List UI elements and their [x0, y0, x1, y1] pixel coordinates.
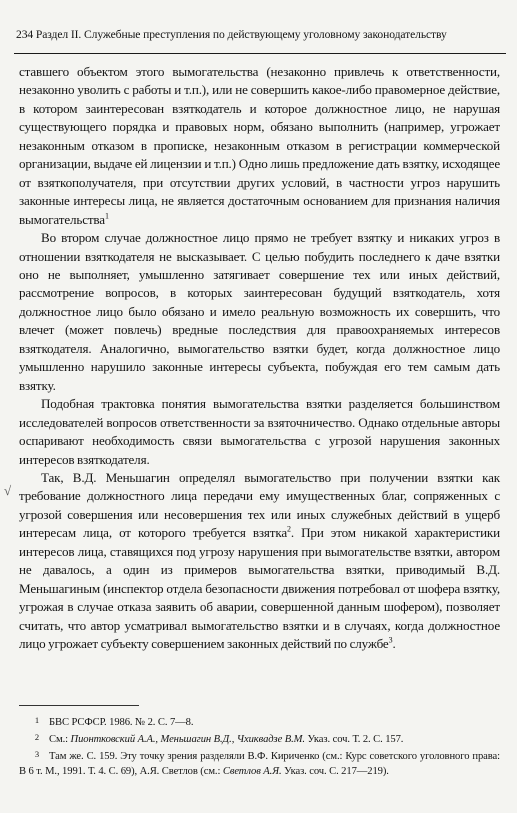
footnote-ref-2: 2 — [287, 524, 291, 534]
footnote-ref-3: 3 — [388, 635, 393, 645]
header-rule — [14, 53, 506, 54]
footnotes — [19, 713, 500, 779]
footnote-3-author: Светлов А.Я. — [222, 765, 282, 777]
footnote-2-authors: Пионтковский А.А., Меньшагин В.Д., Чхиквадзе В.М. — [70, 734, 305, 746]
footnote-rule — [19, 705, 139, 706]
footnote-ref-1: 1 — [104, 211, 109, 221]
footnote-2-text-a: См.: — [49, 734, 71, 746]
footnote-3-text-c: Указ. соч. С. 217—219). — [281, 765, 389, 777]
footnote-2-text-c: Указ. соч. Т. 2. С. 157. — [304, 734, 404, 746]
paragraph-4 — [19, 469, 500, 654]
paragraph-4-text-b: . При этом никакой характеристики интересов лица, ставящихся под угрозу нарушения при вымогательстве взятки, автором не давалось, а один из примеров вымогательства взятки, приводимый В.Д. Меньшагиным (инспектор отдела безопасности движения потребовал от шофера взятку, угрожая в случае отказа заявить об аварии, совершенной данным шофером), позволяет считать, что автор усматривал вымогательство взятки и в случаях, когда должностное лицо угрожает субъекту совершением законных действий по службе — [19, 525, 501, 652]
footnote-1 — [19, 713, 500, 730]
footnote-2 — [19, 730, 500, 747]
paragraph-1-text: ставшего объектом этого вымогательства (незаконно привлечь к ответственности, незаконно уволить с работы и т.п.), или не совершить какое-либо правомерное действие, в котором заинтересован взяткодатель и которое должностное лицо, не нарушая существующего порядка и правовых норм, обязано выполнить (например, угрожает незаконным отказом в прописке, незаконным отказом в регистрации коммерческой организации, выдаче ей лицензии и т.п.) Одно лишь предложение дать взятку, исходящее от взяткополучателя, при отсутствии других условий, в частности угроз нарушить законные интересы лица, не является достаточным основанием для признания наличия вымогательства — [19, 64, 500, 227]
paragraph-4-text-a: Так, В.Д. Меньшагин определял вымогательство при получении взятки как требование должностного лица передачи ему имущественных благ, сопряженных с угрозой совершения или несовершения тех или иных служебных действий в ущерб интересам лица, от которого требуется взятка — [19, 469, 500, 541]
paragraph-3: Подобная трактовка понятия вымогательства взятки разделяется большинством исследователей вопросов ответственности за взяточничество. Однако отдельные авторы оспаривают необходимость связи вымогательства с угрозой нарушения законных интересов взяткодателя. — [19, 396, 500, 467]
running-header: 234 Раздел II. Служебные преступления по действующему уголовному законодательству — [16, 28, 447, 41]
main-text — [19, 63, 500, 654]
footnote-1-number: 1 — [34, 715, 39, 725]
footnote-3-number: 3 — [34, 749, 39, 760]
footnote-1-text: БВС РСФСР. 1986. № 2. С. 7—8. — [49, 717, 194, 728]
footnote-3 — [19, 747, 500, 778]
footnote-2-number: 2 — [34, 732, 39, 743]
paragraph-4-end: . — [392, 636, 396, 652]
footnote-3-text-a: Там же. С. 159. Эту точку зрения разделяли В.Ф. Кириченко (см.: Курс советского уголовного права: В 6 т. М., 1991. Т. 4. С. 69), А.Я. Светлов (см.: — [19, 751, 500, 777]
paragraph-1 — [19, 63, 500, 229]
paragraph-2: Во втором случае должностное лицо прямо не требует взятку и никаких угроз в отношении взяткодателя не высказывает. С целью побудить последнего к даче взятки оно не выполняет, умышленно затягивает совершение тех или иных действий, рассмотрение вопросов, в которых заинтересован будущий взяткодатель, хотя должностное лицо было обязано и имело реальную возможность их совершить, что влечет (может повлечь) вредные последствия для правоохраняемых интересов взяткодателя. Аналогично, вымогательство взятки будет, когда должностное лицо умышленно нарушило законные интересы субъекта, побуждая его тем самым дать взятку. — [19, 230, 500, 393]
margin-check-mark: √ — [4, 483, 12, 498]
